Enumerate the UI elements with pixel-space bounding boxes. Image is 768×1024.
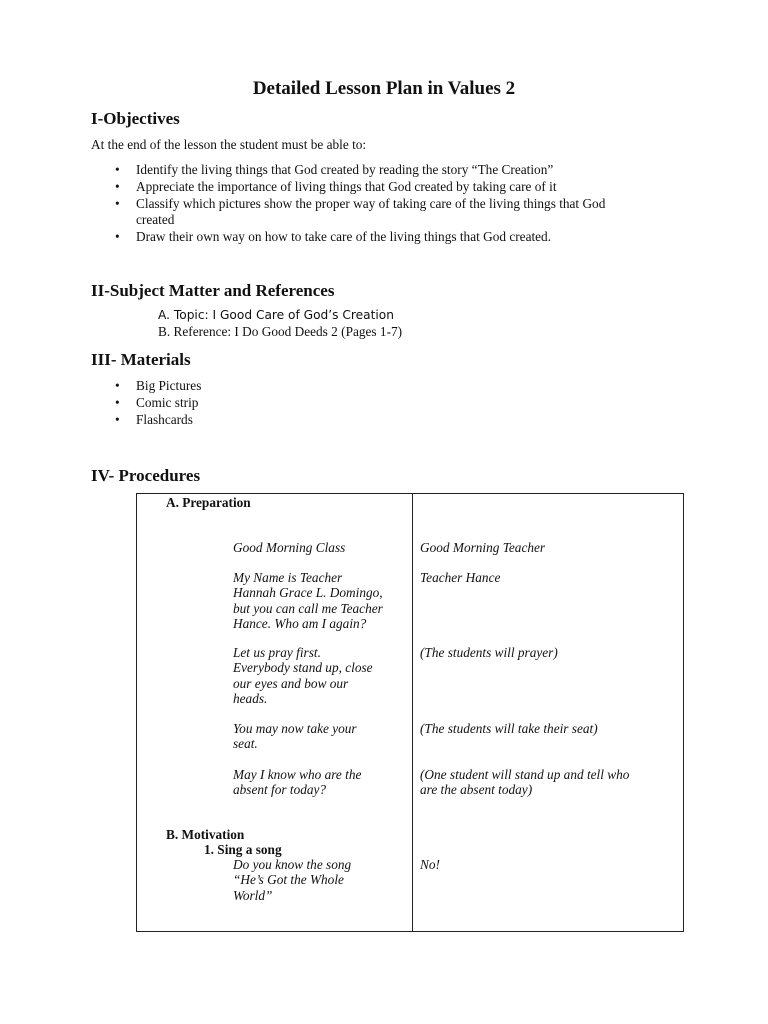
page-title: Detailed Lesson Plan in Values 2 <box>252 78 516 99</box>
student-line <box>420 857 440 872</box>
bullet-icon: • <box>115 412 120 427</box>
teacher-text: Let us pray first. <box>233 645 321 660</box>
teacher-text: but you can call me Teacher <box>233 600 383 616</box>
teacher-line <box>233 721 411 752</box>
objective-text: Classify which pictures show the proper way of taking care of the living things that God <box>136 196 606 211</box>
objective-text: Draw their own way on how to take care of the living things that God created. <box>136 229 552 244</box>
student-line <box>420 570 500 585</box>
material-text: Comic strip <box>136 395 199 410</box>
objectives-list <box>115 162 696 246</box>
teacher-line <box>233 767 411 798</box>
objectives-heading: I-Objectives <box>91 109 180 128</box>
bullet-icon: • <box>115 378 120 393</box>
subject-heading: II-Subject Matter and References <box>91 281 335 300</box>
bullet-icon: • <box>115 229 120 244</box>
bullet-icon: • <box>115 162 120 177</box>
materials-heading: III- Materials <box>91 350 191 369</box>
teacher-text: My Name is Teacher <box>233 570 343 585</box>
teacher-text: You may now take your <box>233 721 357 736</box>
motivation-label: B. Motivation <box>166 827 245 842</box>
student-line <box>420 645 558 660</box>
procedures-heading: IV- Procedures <box>91 466 201 485</box>
objective-text: created <box>136 212 175 227</box>
objective-text: Identify the living things that God created by reading the story “The Creation” <box>136 162 554 177</box>
student-line <box>420 767 629 798</box>
teacher-text: heads. <box>233 690 268 706</box>
list-item <box>115 395 201 412</box>
student-text: (One student will stand up and tell who <box>420 767 630 782</box>
list-item <box>115 179 696 196</box>
teacher-line <box>233 645 411 706</box>
preparation-label: A. Preparation <box>166 495 251 510</box>
student-text: Teacher Hance <box>420 570 501 585</box>
list-item <box>115 412 201 429</box>
topic-line: A. Topic: I Good Care of God’s Creation <box>158 308 394 322</box>
bullet-icon: • <box>115 179 120 194</box>
teacher-text: Hannah Grace L. Domingo, <box>233 585 383 601</box>
teacher-text: Good Morning Class <box>233 540 346 555</box>
student-line <box>420 721 598 736</box>
teacher-text: seat. <box>233 736 258 752</box>
list-item <box>115 196 696 212</box>
material-text: Big Pictures <box>136 378 202 393</box>
teacher-text: Do you know the song <box>233 857 352 872</box>
teacher-text: “He’s Got the Whole <box>233 872 344 888</box>
student-line <box>420 540 545 555</box>
material-text: Flashcards <box>136 412 193 427</box>
teacher-text: Hance. Who am I again? <box>233 615 367 631</box>
teacher-text: absent for today? <box>233 782 327 798</box>
list-item-continuation <box>136 212 696 229</box>
student-text: are the absent today) <box>420 782 533 798</box>
teacher-line <box>233 857 411 903</box>
list-item <box>115 162 696 179</box>
teacher-line <box>233 540 411 555</box>
list-item <box>115 229 696 246</box>
bullet-icon: • <box>115 395 120 410</box>
bullet-icon: • <box>115 196 120 211</box>
student-text: Good Morning Teacher <box>420 540 546 555</box>
teacher-line <box>233 570 411 631</box>
reference-line: B. Reference: I Do Good Deeds 2 (Pages 1-7) <box>158 324 403 339</box>
objective-text: Appreciate the importance of living things that God created by taking care of it <box>136 179 557 194</box>
teacher-text: Everybody stand up, close <box>233 660 373 676</box>
student-text: (The students will take their seat) <box>420 721 598 736</box>
teacher-text: our eyes and bow our <box>233 675 349 691</box>
table-divider <box>412 493 413 932</box>
objectives-intro: At the end of the lesson the student must be able to: <box>91 137 367 152</box>
materials-list <box>115 378 202 429</box>
song-label: 1. Sing a song <box>204 842 282 857</box>
student-text: No! <box>420 857 440 872</box>
teacher-text: May I know who are the <box>233 767 362 782</box>
list-item <box>115 378 202 395</box>
student-text: (The students will prayer) <box>420 645 558 660</box>
teacher-text: World” <box>233 887 273 903</box>
